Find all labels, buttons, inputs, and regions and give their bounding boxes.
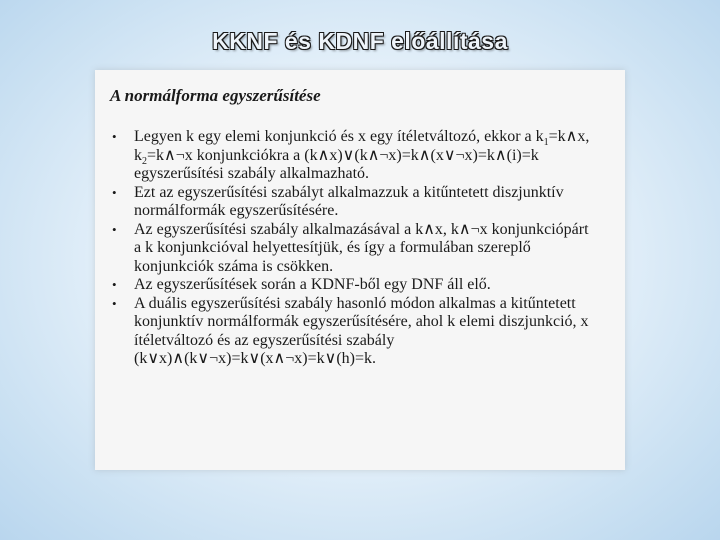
bullet-dot-icon: • [112,129,117,144]
slide-title: KKNF és KDNF előállítása [212,28,508,54]
subscript: 1 [543,137,549,149]
bullet-item [112,295,592,369]
bullet-item [112,221,592,277]
bullet-dot-icon: • [112,221,117,237]
bullet-dot-icon: • [112,184,117,200]
bullet-list [112,128,592,369]
bullet-dot-icon: • [112,295,117,311]
bullet-dot-icon: • [112,277,117,292]
section-subtitle: A normálforma egyszerűsítése [110,86,321,105]
bullet-text: Legyen k egy elemi konjunkció és x egy ítéletváltozó, ekkor a $k_1=k\wedge x$, $k_2=k\wedge\neg x$ konjunkciókra a (k∧x)∨(k∧¬x)=k∧(x∨¬x)=k∧(i)=k egyszerűsítési szabály alkalmazható. [134,128,590,182]
bullet-text: Az egyszerűsítések során a KDNF-ből egy DNF áll elő. [134,276,491,293]
bullet-item [112,128,592,184]
subscript: 2 [142,155,147,167]
bullet-text: Ezt az egyszerűsítési szabályt alkalmazzuk a kitűntetett diszjunktív normálformák egyszerűsítésére. [134,183,564,219]
bullet-item [112,276,592,295]
bullet-item [112,184,592,221]
bullet-text: A duális egyszerűsítési szabály hasonló módon alkalmas a kitűntetett konjunktív normálformák egyszerűsítésére, ahol k elemi diszjunkció, x ítéletváltozó és az egyszerűsítési szabály (k∨x)∧(k∨¬x)=k∨(x∧¬x)=k∨(h)=k. [134,294,589,367]
bullet-text: Az egyszerűsítési szabály alkalmazásával a k∧x, k∧¬x konjunkciópárt a k konjunkcióval helyettesítjük, és így a formulában szereplő konjunkciók száma is csökken. [134,220,589,275]
